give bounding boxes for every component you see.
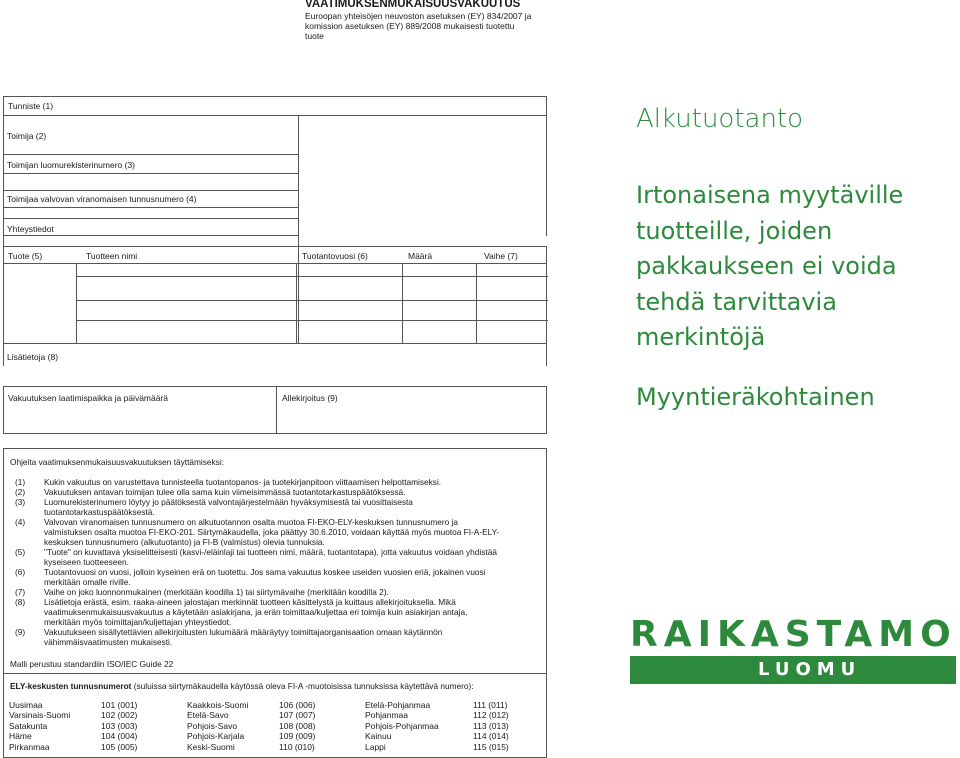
category-myyntierakohtainen: Myyntieräkohtainen	[636, 383, 875, 411]
instruction-text: vähimmäisvaatimusten mukaisesti.	[44, 637, 173, 647]
category-line: merkintöjä	[636, 323, 766, 351]
item-number: (2)	[15, 487, 26, 497]
signature-divider	[276, 387, 277, 433]
item-number: (3)	[15, 497, 26, 507]
instruction-text: vaatimuksenmukaisuusvakuutus a käytetään asiakirjana, ja erän toimittaa/kuljettaa eri toimija kuin asiakirjan antaja,	[44, 607, 468, 617]
instruction-text: tuotantotarkastuspäätöksestä.	[44, 507, 155, 517]
logo-wordmark: RAIKASTAMO	[630, 614, 957, 655]
instruction-text: Vaihe on joko luonnonmukainen (merkitään koodilla 1) tai siirtymävaihe (merkitään koodilla 2).	[44, 587, 389, 597]
raikastamo-logo	[630, 616, 960, 684]
region-code: 110 (010)	[279, 741, 315, 752]
region-code: 112 (012)	[473, 710, 509, 721]
category-line: pakkaukseen ei voida	[636, 252, 897, 280]
region-name: Lappi	[365, 741, 386, 752]
column-header-tuotteen-nimi: Tuotteen nimi	[86, 251, 138, 261]
region-code: 103 (003)	[101, 720, 138, 731]
field-lisatietoja[interactable]	[3, 344, 547, 366]
item-number: (8)	[15, 597, 26, 607]
signature-row	[3, 386, 547, 434]
table-row	[9, 731, 533, 741]
item-number: (1)	[15, 477, 26, 487]
region-code: 106 (006)	[279, 700, 316, 710]
subtitle-line: komission asetuksen (EY) 889/2008 mukaisesti tuotettu	[305, 21, 515, 31]
instruction-text: Luomurekisterinumero löytyy jo päätöksestä valvontajärjestelmään hyväksymisestä tai vuosittaisesta	[44, 497, 413, 507]
region-name: Etelä-Pohjanmaa	[365, 700, 431, 710]
field-label: Toimijaa valvovan viranomaisen tunnusnumero (4)	[7, 194, 197, 204]
region-name: Häme	[9, 731, 32, 742]
document-title: VAATIMUKSENMUKAISUUSVAKUUTUS	[305, 0, 521, 10]
item-number: (9)	[15, 627, 26, 637]
subtitle-line: Euroopan yhteisöjen neuvoston asetuksen (EY) 834/2007 ja	[305, 11, 532, 21]
field-label-lisatietoja: Lisätietoja (8)	[7, 352, 59, 362]
region-code: 105 (005)	[101, 741, 138, 752]
field-luomu-nro[interactable]	[3, 154, 299, 174]
instruction-text: Valvovan viranomaisen tunnusnumero on alkutuotannon osalta muotoa FI-EKO-ELY-keskuksen tunnusnumero ja	[44, 517, 459, 527]
region-name: Kaakkois-Suomi	[187, 700, 249, 710]
table-row	[9, 710, 533, 720]
field-viranomainen[interactable]	[3, 190, 299, 208]
table-row	[9, 742, 533, 752]
field-yhteystiedot[interactable]	[3, 218, 299, 236]
region-name: Pohjois-Pohjanmaa	[365, 720, 439, 731]
region-code: 108 (008)	[279, 720, 316, 731]
ely-heading-rest: (suluissa siirtymäkaudella käytössä oleva FI-A -muotoisissa tunnuksissa käytettävä numero):	[131, 681, 474, 691]
subtitle-line: tuote	[305, 31, 324, 41]
ely-codes-table	[9, 700, 533, 752]
region-name: Keski-Suomi	[187, 741, 235, 752]
form-right-column	[298, 116, 547, 236]
item-number: (5)	[15, 547, 26, 557]
instruction-text: keskuksen tunnusnumero (alkutuotanto) ja FI-B (valmistus) olevia tunnuksia.	[44, 537, 325, 547]
region-code: 101 (001)	[101, 700, 138, 710]
instruction-text: merkitään omalle riville.	[44, 577, 131, 587]
region-name: Pirkanmaa	[9, 741, 50, 752]
field-label-toimija: Toimija (2)	[7, 131, 47, 141]
category-alkutuotanto: Alkutuotanto	[636, 104, 804, 134]
column-header-maara: Määrä	[408, 251, 433, 261]
ely-heading-bold: ELY-keskusten tunnusnumerot	[10, 681, 132, 691]
standard-note: Malli perustuu standardiin ISO/IEC Guide 22	[10, 659, 174, 669]
instruction-text: merkitään myös toimittajan/kuljettajan yhteystiedot.	[44, 617, 232, 627]
region-code: 102 (002)	[101, 710, 138, 721]
instruction-text: Tuotantovuosi on vuosi, jolloin kyseinen erä on tuotettu. Jos sama vakuutus koskee useiden vuosien eriä, jokainen vuosi	[44, 567, 486, 577]
field-tunniste[interactable]	[3, 96, 547, 116]
field-label: Yhteystiedot	[7, 224, 54, 234]
product-header-row	[3, 246, 547, 264]
region-name: Pohjois-Savo	[187, 720, 238, 731]
instruction-text: Kukin vakuutus on varustettava tunnisteella tuotantopanos- ja tuotekirjanpitoon viittaamisen helpottamiseksi.	[44, 477, 442, 487]
region-code: 109 (009)	[279, 731, 316, 742]
table-row	[9, 700, 533, 710]
field-label: Tunniste (1)	[8, 101, 54, 111]
grid-row-line	[76, 320, 548, 321]
field-label: Toimijan luomurekisterinumero (3)	[7, 160, 136, 170]
region-code: 107 (007)	[279, 710, 316, 721]
grid-row-line	[76, 300, 548, 301]
region-code: 115 (015)	[473, 741, 509, 752]
instruction-text: kyseiseen tuotteeseen.	[44, 557, 129, 567]
category-line: Irtonaisena myytäville	[636, 181, 904, 209]
instructions-heading: Ohjeita vaatimuksenmukaisuusvakuutuksen täyttämiseksi:	[10, 457, 224, 467]
region-code: 111 (011)	[473, 700, 508, 710]
category-irtonaisena	[636, 178, 903, 356]
region-name: Pohjanmaa	[365, 710, 409, 721]
instruction-text: Vakuutukseen sisällytettävien allekirjoitusten lukumäärä määräytyy toimittajaorganisaation omaan käytännön	[44, 627, 443, 637]
ely-heading	[10, 681, 474, 691]
instruction-text: "Tuote" on kuvattava yksiselitteisesti (kasvi-/eläinlaji tai tuotteen nimi, määrä, tuotantotapa), jotta vakuutus voidaan yhdistää	[44, 547, 497, 557]
region-name: Pohjois-Karjala	[187, 731, 245, 742]
instruction-text: valmistuksen osalta muotoa FI-EKO-201. Siirtymäkaudella, joka päättyy 30.6.2010, voidaan käyttää myös muotoa FI-A-ELY-	[44, 527, 500, 537]
field-label-allekirjoitus: Allekirjoitus (9)	[282, 393, 338, 403]
region-code: 104 (004)	[101, 731, 138, 742]
category-line: tehdä tarvittavia	[636, 287, 837, 316]
instruction-text: Vakuutuksen antavan toimijan tulee olla sama kuin viimeisimmässä tuotantotarkastuspäätöksessä.	[44, 487, 406, 497]
item-number: (7)	[15, 587, 26, 597]
region-name: Etelä-Savo	[187, 710, 229, 721]
instruction-text: Lisätietoja erästä, esim. raaka-aineen jalostajan merkinnät tuotteen käsittelystä ja kuittaus allekirjoituksella. Mikä	[44, 597, 456, 607]
grid-row-line	[76, 276, 548, 277]
region-name: Kainuu	[365, 731, 392, 742]
column-header-vaihe: Vaihe (7)	[484, 251, 518, 261]
section-divider	[4, 673, 546, 674]
region-code: 113 (013)	[473, 720, 509, 731]
field-label-laatimispaikka: Vakuutuksen laatimispaikka ja päivämäärä	[8, 393, 169, 403]
region-name: Varsinais-Suomi	[9, 710, 71, 721]
product-grid[interactable]	[3, 264, 547, 344]
item-number: (4)	[15, 517, 26, 527]
region-code: 114 (014)	[473, 731, 509, 742]
item-number: (6)	[15, 567, 26, 577]
column-header-tuotantovuosi: Tuotantovuosi (6)	[302, 251, 368, 261]
region-name: Uusimaa	[9, 700, 43, 710]
logo-luomu-bar: LUOMU	[630, 656, 956, 684]
document-subtitle	[305, 11, 531, 41]
category-line: tuotteille, joiden	[636, 216, 833, 245]
region-name: Satakunta	[9, 720, 48, 731]
table-row	[9, 721, 533, 731]
column-header-tuote: Tuote (5)	[8, 251, 43, 261]
